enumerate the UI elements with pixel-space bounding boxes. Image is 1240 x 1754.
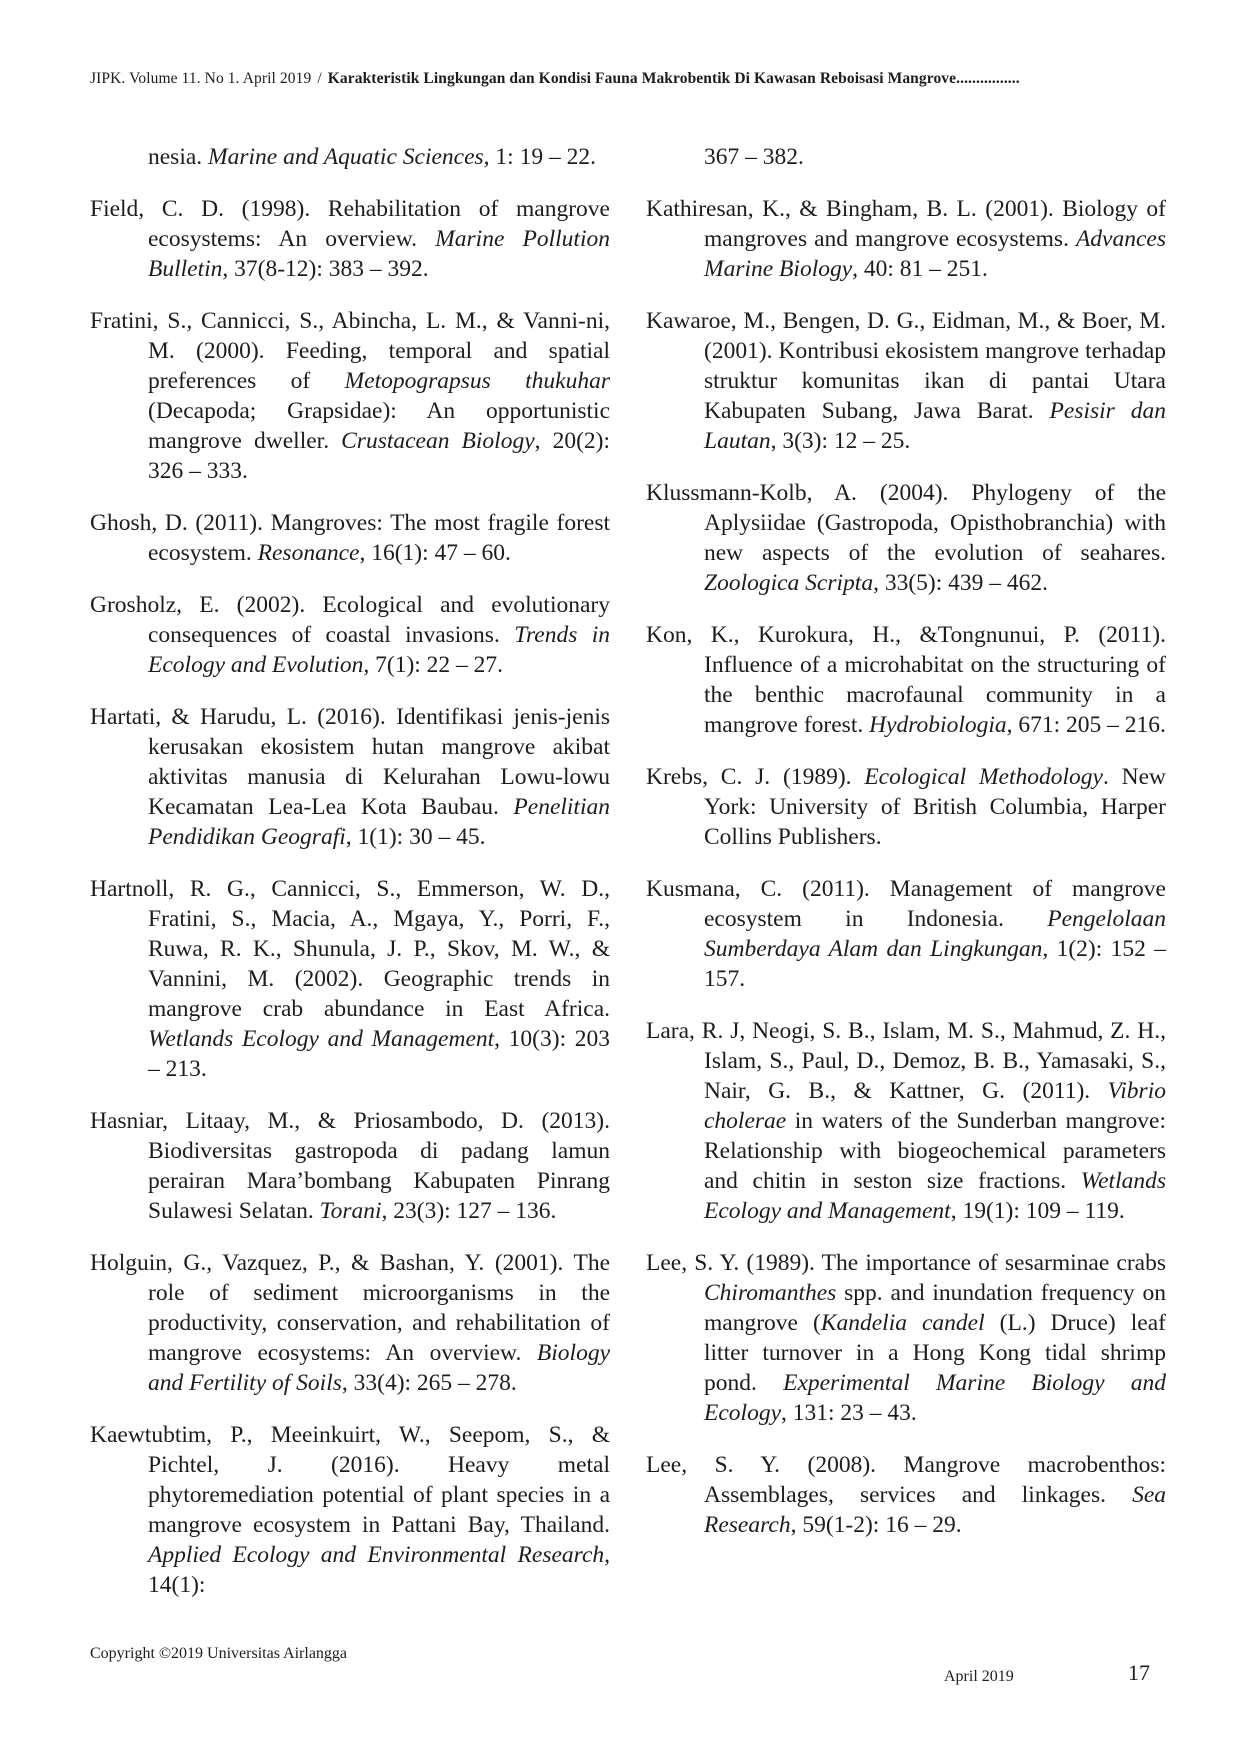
- reference-text: , 3(3): 12 – 25.: [770, 428, 911, 454]
- reference-italic-text: Metopograpsus thukuhar: [344, 368, 610, 394]
- reference-entry: [646, 142, 1166, 172]
- reference-italic-text: Wetlands Ecology and Management: [704, 1168, 1166, 1224]
- reference-italic-text: Zoologica Scripta: [704, 570, 874, 596]
- reference-entry: [90, 1106, 610, 1226]
- reference-entry: [90, 590, 610, 680]
- reference-text: (L.) Druce) leaf litter turnover in a Hong Kong tidal shrimp pond.: [704, 1310, 1166, 1396]
- reference-text: , 40: 81 – 251.: [852, 256, 988, 282]
- reference-italic-text: Penelitian Pendidikan Geografi: [148, 794, 610, 850]
- reference-entry: [90, 306, 610, 486]
- reference-column-left: [90, 142, 610, 1622]
- reference-entry: [90, 702, 610, 852]
- reference-text: Lee, S. Y. (2008). Mangrove macrobenthos: Assemblages, services and linkages.: [646, 1452, 1166, 1508]
- reference-entry: [646, 874, 1166, 994]
- reference-italic-text: Wetlands Ecology and Management: [148, 1026, 495, 1052]
- reference-text: Kathiresan, K., & Bingham, B. L. (2001). Biology of mangroves and mangrove ecosystems.: [646, 196, 1166, 252]
- reference-italic-text: Vibrio cholerae: [704, 1078, 1166, 1134]
- reference-italic-text: Sea Research: [704, 1482, 1166, 1538]
- reference-text: , 33(5): 439 – 462.: [873, 570, 1049, 596]
- reference-italic-text: Hydrobiologia: [869, 712, 1007, 738]
- journal-info: JIPK. Volume 11. No 1. April 2019: [90, 70, 312, 87]
- reference-text: , 7(1): 22 – 27.: [363, 652, 504, 678]
- reference-text: Kawaroe, M., Bengen, D. G., Eidman, M., & Boer, M. (2001). Kontribusi ekosistem mangrove terhadap struktur komunitas ikan di pantai Utara Kabupaten Subang, Jawa Barat.: [646, 308, 1166, 424]
- reference-italic-text: Trends in Ecology and Evolution: [148, 622, 611, 678]
- reference-text: Kon, K., Kurokura, H., &Tongnunui, P. (2011). Influence of a microhabitat on the structuring of the benthic macrofaunal community in a mangrove forest.: [646, 622, 1166, 738]
- reference-entry: [646, 1016, 1166, 1226]
- reference-text: , 59(1-2): 16 – 29.: [790, 1512, 962, 1538]
- reference-italic-text: Pengelolaan Sumberdaya Alam dan Lingkungan: [704, 906, 1166, 962]
- reference-text: , 1(1): 30 – 45.: [345, 824, 486, 850]
- reference-entry: [90, 1248, 610, 1398]
- reference-entry: [90, 1420, 610, 1600]
- reference-text: Holguin, G., Vazquez, P., & Bashan, Y. (2001). The role of sediment microorganisms in the productivity, conservation, and rehabilitation of mangrove ecosystems: An overview.: [90, 1250, 610, 1366]
- reference-entry: [646, 194, 1166, 284]
- reference-text: Grosholz, E. (2002). Ecological and evolutionary consequences of coastal invasions.: [90, 592, 610, 648]
- reference-entry: [90, 194, 610, 284]
- reference-entry: [646, 1248, 1166, 1428]
- reference-text: Hartnoll, R. G., Cannicci, S., Emmerson, W. D., Fratini, S., Macia, A., Mgaya, Y., Porri, F., Ruwa, R. K., Shunula, J. P., Skov, M. W., & Vannini, M. (2002). Geographic trends in mangrove crab abundance in East Africa.: [90, 876, 610, 1022]
- reference-entry: [646, 1450, 1166, 1540]
- reference-text: Hasniar, Litaay, M., & Priosambodo, D. (2013). Biodiversitas gastropoda di padang lamun perairan Mara’bombang Kabupaten Pinrang Sulawesi Selatan.: [90, 1108, 610, 1224]
- reference-text: , 1: 19 – 22.: [483, 144, 596, 170]
- reference-entry: [646, 306, 1166, 456]
- footer-date: April 2019: [944, 1668, 1014, 1685]
- reference-entry: [90, 508, 610, 568]
- reference-text: , 14(1):: [148, 1542, 610, 1598]
- reference-italic-text: Marine and Aquatic Sciences: [208, 144, 484, 170]
- reference-text: spp. and inundation frequency on mangrove (: [704, 1280, 1166, 1336]
- reference-text: 367 – 382.: [704, 144, 804, 170]
- reference-text: , 23(3): 127 – 136.: [381, 1198, 557, 1224]
- running-header: [90, 70, 1150, 88]
- reference-entry: [646, 478, 1166, 598]
- reference-entry: [646, 762, 1166, 852]
- reference-text: , 671: 205 – 216.: [1006, 712, 1166, 738]
- reference-text: (Decapoda; Grapsidae): An opportunistic mangrove dweller.: [148, 398, 610, 454]
- reference-italic-text: Crustacean Biology: [341, 428, 535, 454]
- header-separator: /: [317, 70, 322, 87]
- reference-italic-text: Applied Ecology and Environmental Research: [148, 1542, 605, 1568]
- reference-text: Lara, R. J, Neogi, S. B., Islam, M. S., Mahmud, Z. H., Islam, S., Paul, D., Demoz, B. B., Yamasaki, S., Nair, G. B., & Kattner, G. (2011).: [646, 1018, 1166, 1104]
- article-title: Karakteristik Lingkungan dan Kondisi Fauna Makrobentik Di Kawasan Reboisasi Mangrove................: [327, 70, 1020, 87]
- reference-text: Field, C. D. (1998). Rehabilitation of mangrove ecosystems: An overview.: [90, 196, 610, 252]
- reference-italic-text: Biology and Fertility of Soils: [148, 1340, 610, 1396]
- reference-text: Hartati, & Harudu, L. (2016). Identifikasi jenis-jenis kerusakan ekosistem hutan mangrove akibat aktivitas manusia di Kelurahan Lowu-lowu Kecamatan Lea-Lea Kota Baubau.: [90, 704, 610, 820]
- reference-text: . New York: University of British Columbia, Harper Collins Publishers.: [704, 764, 1166, 850]
- reference-italic-text: Resonance: [257, 540, 360, 566]
- reference-italic-text: Marine Pollution Bulletin: [148, 226, 610, 282]
- reference-italic-text: Kandelia candel: [820, 1310, 985, 1336]
- reference-text: , 19(1): 109 – 119.: [950, 1198, 1125, 1224]
- reference-italic-text: Ecological Methodology: [864, 764, 1103, 790]
- reference-italic-text: Torani: [319, 1198, 382, 1224]
- page-number: 17: [1128, 1660, 1150, 1685]
- reference-text: , 16(1): 47 – 60.: [359, 540, 511, 566]
- reference-italic-text: Chiromanthes: [704, 1280, 837, 1306]
- reference-text: , 1(2): 152 – 157.: [704, 936, 1166, 992]
- reference-text: Ghosh, D. (2011). Mangroves: The most fragile forest ecosystem.: [90, 510, 610, 566]
- reference-italic-text: Experimental Marine Biology and Ecology: [704, 1370, 1166, 1426]
- copyright-notice: Copyright ©2019 Universitas Airlangga: [90, 1645, 348, 1662]
- reference-text: in waters of the Sunderban mangrove: Relationship with biogeochemical parameters and chitin in seston size fractions.: [704, 1108, 1166, 1194]
- reference-column-right: [646, 142, 1166, 1562]
- reference-text: Krebs, C. J. (1989).: [646, 764, 865, 790]
- reference-text: , 20(2): 326 – 333.: [148, 428, 611, 484]
- reference-text: Klussmann-Kolb, A. (2004). Phylogeny of the Aplysiidae (Gastropoda, Opisthobranchia) with new aspects of the evolution of seahares.: [646, 480, 1166, 566]
- reference-text: Kaewtubtim, P., Meeinkuirt, W., Seepom, S., & Pichtel, J. (2016). Heavy metal phytoremediation potential of plant species in a mangrove ecosystem in Pattani Bay, Thailand.: [90, 1422, 610, 1538]
- reference-text: , 131: 23 – 43.: [781, 1400, 917, 1426]
- reference-entry: [90, 874, 610, 1084]
- reference-entry: [646, 620, 1166, 740]
- reference-text: Lee, S. Y. (1989). The importance of sesarminae crabs: [646, 1250, 1166, 1276]
- reference-italic-text: Advances Marine Biology: [704, 226, 1166, 282]
- reference-text: , 10(3): 203 – 213.: [148, 1026, 610, 1082]
- reference-text: Kusmana, C. (2011). Management of mangrove ecosystem in Indonesia.: [646, 876, 1166, 932]
- reference-text: nesia.: [148, 144, 209, 170]
- reference-italic-text: Pesisir dan Lautan: [704, 398, 1166, 454]
- reference-entry: [90, 142, 610, 172]
- reference-text: , 33(4): 265 – 278.: [341, 1370, 517, 1396]
- reference-text: Fratini, S., Cannicci, S., Abincha, L. M., & Vanni-ni, M. (2000). Feeding, temporal and spatial preferences of: [90, 308, 610, 394]
- reference-text: , 37(8-12): 383 – 392.: [222, 256, 429, 282]
